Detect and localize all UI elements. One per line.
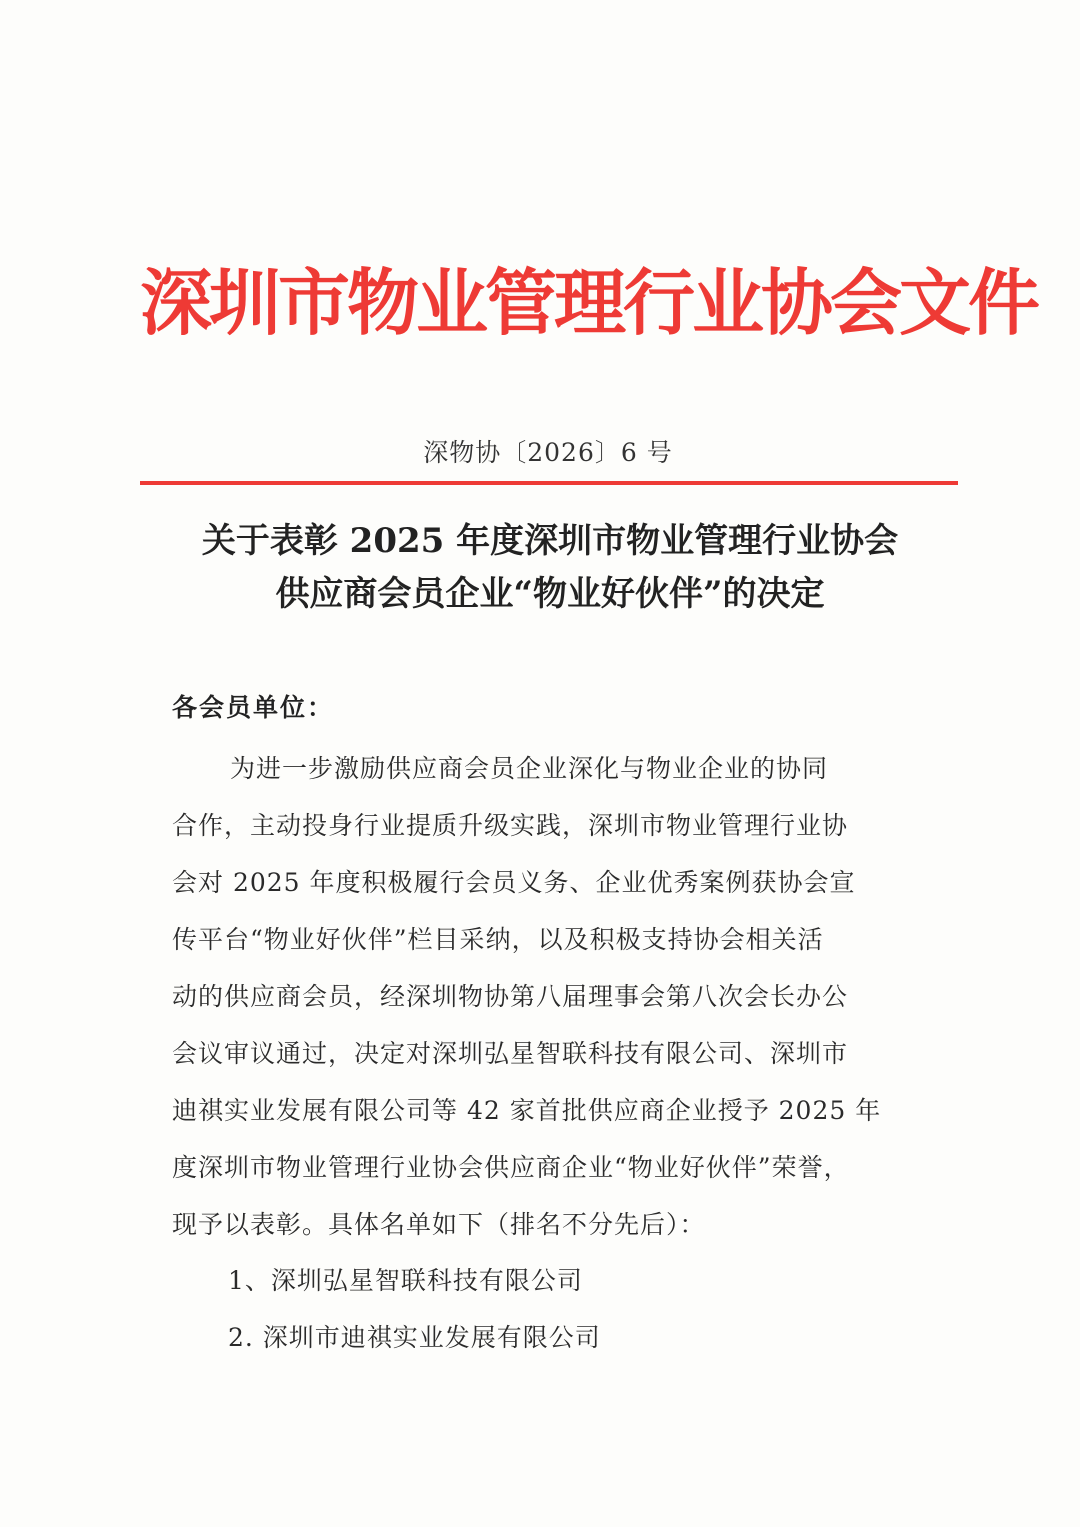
document-title-line-2: 供应商会员企业“物业好伙伴”的决定 [275,574,825,614]
body-line: 传平台“物业好伙伴”栏目采纳，以及积极支持协会相关活 [172,925,824,954]
body-line: 合作，主动投身行业提质升级实践，深圳市物业管理行业协 [172,811,849,840]
document-number: 深物协〔2026〕6 号 [423,438,673,467]
body-line: 现予以表彰。具体名单如下（排名不分先后）： [172,1210,706,1239]
body-line: 会议审议通过，决定对深圳弘星智联科技有限公司、深圳市 [172,1039,849,1068]
body-paragraph [172,740,924,1253]
red-divider-line [140,481,958,485]
document-title-line-1: 关于表彰 2025 年度深圳市物业管理行业协会 [201,521,899,561]
awardee-list [228,1252,601,1366]
salutation: 各会员单位： [172,693,335,722]
body-line: 动的供应商会员，经深圳物协第八届理事会第八次会长办公 [172,982,849,1011]
document-title [140,515,960,621]
body-line: 会对 2025 年度积极履行会员义务、企业优秀案例获协会宣 [172,868,856,897]
body-line: 为进一步激励供应商会员企业深化与物业企业的协同 [230,754,829,783]
list-item: 1、深圳弘星智联科技有限公司 [228,1266,583,1295]
org-header-title: 深圳市物业管理行业协会文件 [140,260,1038,345]
body-line: 迪祺实业发展有限公司等 42 家首批供应商企业授予 2025 年 [172,1096,882,1125]
body-line: 度深圳市物业管理行业协会供应商企业“物业好伙伴”荣誉， [172,1153,850,1182]
list-item: 2. 深圳市迪祺实业发展有限公司 [228,1323,601,1352]
